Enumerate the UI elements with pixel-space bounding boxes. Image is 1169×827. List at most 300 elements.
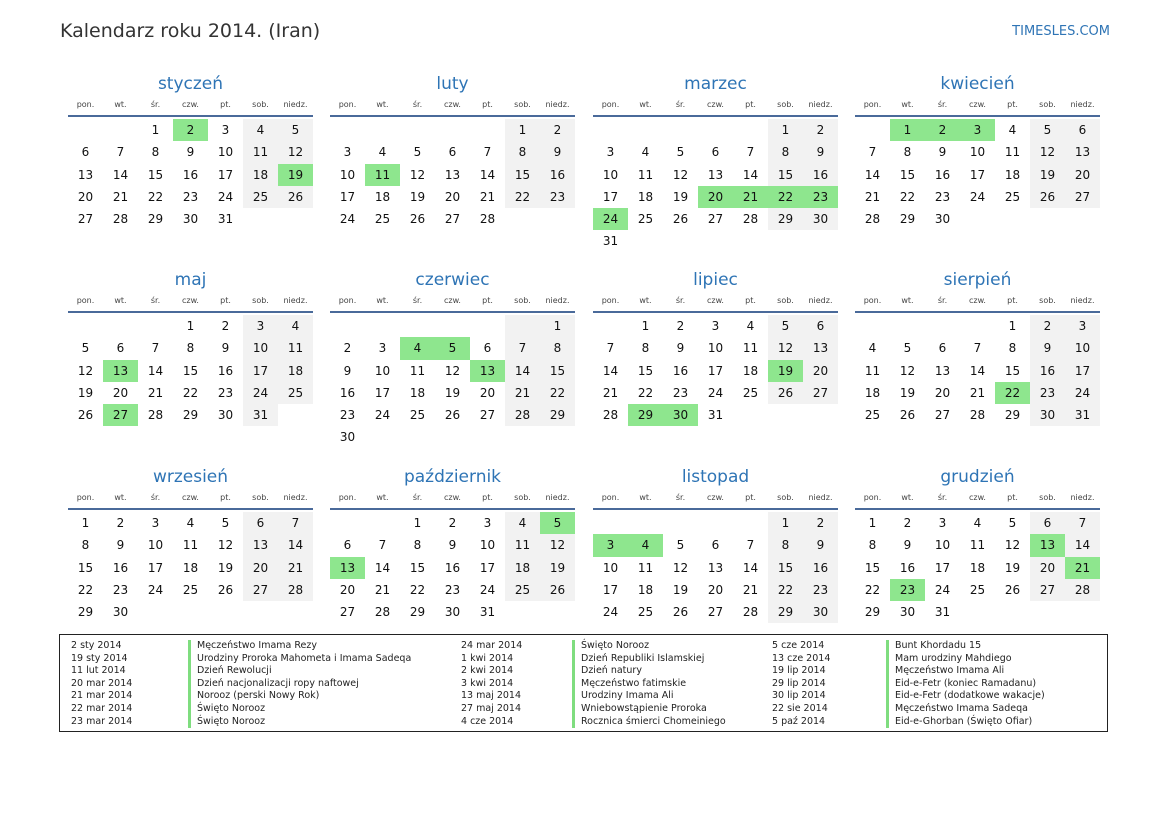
holiday-day-cell: 13: [470, 360, 505, 382]
empty-cell: [628, 512, 663, 534]
day-cell: 30: [1030, 404, 1065, 426]
weekday-name: wt.: [376, 493, 389, 502]
day-cell: 16: [934, 167, 951, 182]
month-block: [330, 73, 575, 230]
weekday-name: pon.: [601, 296, 620, 305]
holiday-day-cell: 4: [628, 534, 663, 556]
empty-cell: [663, 512, 698, 534]
day-cell: 12: [672, 167, 689, 182]
day-cell: 20: [77, 189, 94, 204]
day-cell: 8: [1008, 341, 1017, 356]
day-cell: 17: [217, 167, 234, 182]
day-cell: 4: [868, 341, 877, 356]
day-grid: [330, 315, 575, 449]
day-cell: 27: [444, 212, 461, 227]
day-cell: 1: [81, 516, 90, 530]
day-cell: 16: [217, 363, 234, 378]
day-cell: 17: [602, 189, 619, 204]
day-cell: 19: [899, 385, 916, 400]
day-cell: 16: [803, 164, 838, 186]
holiday-names-column: [188, 640, 411, 728]
holiday-date: 2 kwi 2014: [461, 665, 514, 677]
day-cell: 29: [768, 601, 803, 623]
day-cell: 9: [343, 363, 352, 378]
day-cell: 30: [934, 212, 951, 227]
header-divider: [593, 311, 838, 313]
day-cell: 8: [151, 145, 160, 160]
day-cell: 17: [147, 560, 164, 575]
day-cell: 20: [803, 360, 838, 382]
day-cell: 11: [505, 534, 540, 556]
weekday-name: czw.: [182, 100, 199, 109]
day-cell: 26: [278, 186, 313, 208]
day-grid: [68, 315, 313, 426]
day-cell: 27: [934, 408, 951, 423]
day-cell: 2: [803, 119, 838, 141]
empty-cell: [400, 119, 435, 141]
weekday-name: śr.: [675, 493, 686, 502]
holiday-date: 11 lut 2014: [71, 665, 126, 677]
holiday-day-cell: 13: [330, 557, 365, 579]
day-cell: 9: [448, 538, 457, 553]
month-block: [855, 269, 1100, 426]
holiday-day-cell: 11: [365, 164, 400, 186]
holiday-day-cell: 22: [768, 186, 803, 208]
day-cell: 31: [602, 234, 619, 249]
empty-cell: [593, 512, 628, 534]
day-cell: 17: [1065, 360, 1100, 382]
weekday-name: wt.: [639, 493, 652, 502]
day-cell: 5: [278, 119, 313, 141]
empty-cell: [330, 512, 365, 534]
weekday-name: śr.: [675, 296, 686, 305]
day-cell: 22: [77, 582, 94, 597]
day-cell: 1: [505, 119, 540, 141]
day-cell: 31: [1065, 404, 1100, 426]
day-cell: 8: [868, 538, 877, 553]
day-cell: 5: [413, 145, 422, 160]
day-cell: 1: [540, 315, 575, 337]
day-cell: 10: [602, 560, 619, 575]
day-cell: 5: [1030, 119, 1065, 141]
day-cell: 5: [81, 341, 90, 356]
weekday-name: sob.: [514, 100, 531, 109]
day-cell: 17: [602, 582, 619, 597]
day-cell: 14: [1065, 534, 1100, 556]
weekday-name: sob.: [252, 493, 269, 502]
day-cell: 30: [803, 601, 838, 623]
day-cell: 3: [711, 319, 720, 333]
day-cell: 27: [1030, 579, 1065, 601]
day-cell: 20: [1030, 557, 1065, 579]
day-cell: 7: [746, 538, 755, 553]
day-cell: 2: [676, 319, 685, 333]
header-divider: [855, 115, 1100, 117]
month-name: marzec: [684, 74, 747, 94]
weekday-name: pt.: [745, 100, 756, 109]
day-cell: 24: [147, 582, 164, 597]
day-cell: 28: [147, 408, 164, 423]
day-cell: 6: [81, 145, 90, 160]
holiday-date: 20 mar 2014: [71, 677, 133, 689]
day-cell: 14: [602, 363, 619, 378]
day-cell: 14: [742, 167, 759, 182]
day-cell: 11: [1004, 145, 1021, 160]
weekday-name: niedz.: [283, 493, 308, 502]
holiday-date: 30 lip 2014: [772, 690, 826, 702]
weekday-name: śr.: [412, 296, 423, 305]
weekday-name: niedz.: [1070, 296, 1095, 305]
weekday-name: niedz.: [283, 100, 308, 109]
day-cell: 5: [676, 538, 685, 553]
day-cell: 26: [672, 605, 689, 620]
day-cell: 29: [409, 605, 426, 620]
day-cell: 18: [278, 360, 313, 382]
month-name: kwiecień: [940, 74, 1015, 94]
day-cell: 3: [483, 516, 492, 530]
day-cell: 23: [339, 408, 356, 423]
day-cell: 4: [243, 119, 278, 141]
weekday-name: czw.: [969, 100, 986, 109]
day-cell: 25: [182, 582, 199, 597]
month-name: październik: [403, 467, 502, 487]
weekday-name: pt.: [1007, 100, 1018, 109]
day-cell: 20: [339, 582, 356, 597]
day-cell: 15: [182, 363, 199, 378]
holiday-day-cell: 22: [995, 382, 1030, 404]
day-cell: 30: [182, 212, 199, 227]
holiday-day-cell: 3: [593, 534, 628, 556]
weekday-name: czw.: [444, 100, 461, 109]
day-grid: [855, 315, 1100, 426]
day-cell: 16: [540, 164, 575, 186]
month-name: czerwiec: [415, 270, 490, 290]
day-grid: [593, 315, 838, 426]
weekday-name: wt.: [376, 100, 389, 109]
empty-cell: [628, 119, 663, 141]
day-cell: 12: [1004, 538, 1021, 553]
holiday-names-column: [572, 640, 726, 728]
weekday-name: śr.: [937, 100, 948, 109]
day-cell: 10: [602, 167, 619, 182]
header-divider: [855, 311, 1100, 313]
day-cell: 23: [217, 385, 234, 400]
holiday-name: Mam urodziny Mahdiego: [886, 653, 1045, 666]
holiday-name: Urodziny Imama Ali: [572, 690, 726, 703]
day-cell: 21: [147, 385, 164, 400]
empty-cell: [435, 119, 470, 141]
day-cell: 3: [221, 123, 230, 137]
day-cell: 19: [540, 557, 575, 579]
day-cell: 5: [903, 341, 912, 356]
day-cell: 28: [864, 212, 881, 227]
day-grid: [68, 119, 313, 230]
day-cell: 6: [1065, 119, 1100, 141]
holiday-day-cell: 27: [103, 404, 138, 426]
day-cell: 20: [707, 582, 724, 597]
day-grid: [855, 119, 1100, 230]
weekday-name: niedz.: [545, 493, 570, 502]
day-cell: 21: [864, 189, 881, 204]
holiday-day-cell: 5: [435, 337, 470, 359]
day-cell: 23: [934, 189, 951, 204]
day-cell: 25: [243, 186, 278, 208]
day-cell: 10: [969, 145, 986, 160]
day-cell: 25: [374, 212, 391, 227]
day-grid: [330, 512, 575, 623]
day-cell: 17: [969, 167, 986, 182]
day-cell: 11: [637, 560, 654, 575]
day-cell: 17: [479, 560, 496, 575]
holiday-name: Święto Norooz: [188, 716, 411, 729]
day-cell: 16: [112, 560, 129, 575]
day-cell: 14: [112, 167, 129, 182]
day-cell: 7: [1065, 512, 1100, 534]
weekday-name: śr.: [150, 100, 161, 109]
day-grid: [855, 512, 1100, 623]
empty-cell: [593, 119, 628, 141]
weekday-header: [68, 97, 313, 113]
day-cell: 11: [409, 363, 426, 378]
empty-cell: [698, 119, 733, 141]
day-cell: 3: [243, 315, 278, 337]
day-cell: 12: [77, 363, 94, 378]
weekday-name: czw.: [707, 296, 724, 305]
header-divider: [68, 115, 313, 117]
day-cell: 12: [768, 337, 803, 359]
holiday-dates-column: [772, 640, 830, 728]
day-cell: 27: [803, 382, 838, 404]
day-cell: 1: [413, 516, 422, 530]
day-cell: 22: [505, 186, 540, 208]
brand-link[interactable]: TIMESLES.COM: [1012, 24, 1110, 39]
weekday-name: wt.: [901, 296, 914, 305]
weekday-name: niedz.: [808, 100, 833, 109]
day-cell: 2: [221, 319, 230, 333]
day-cell: 7: [151, 341, 160, 356]
day-cell: 14: [505, 360, 540, 382]
day-cell: 11: [637, 167, 654, 182]
day-cell: 8: [903, 145, 912, 160]
day-cell: 12: [672, 560, 689, 575]
holiday-date: 3 kwi 2014: [461, 677, 514, 689]
day-cell: 16: [444, 560, 461, 575]
day-cell: 8: [641, 341, 650, 356]
empty-cell: [103, 315, 138, 337]
header-divider: [593, 508, 838, 510]
day-cell: 13: [934, 363, 951, 378]
day-cell: 28: [374, 605, 391, 620]
weekday-name: pon.: [863, 296, 882, 305]
day-cell: 11: [742, 341, 759, 356]
day-cell: 7: [606, 341, 615, 356]
day-cell: 14: [374, 560, 391, 575]
day-cell: 30: [899, 605, 916, 620]
month-block: [68, 269, 313, 426]
holiday-name: Męczeństwo Imama Ali: [886, 665, 1045, 678]
day-cell: 8: [81, 538, 90, 553]
day-cell: 6: [343, 538, 352, 553]
holiday-day-cell: 3: [960, 119, 995, 141]
day-cell: 10: [374, 363, 391, 378]
weekday-name: śr.: [937, 493, 948, 502]
day-cell: 28: [602, 408, 619, 423]
weekday-name: czw.: [444, 296, 461, 305]
weekday-name: wt.: [376, 296, 389, 305]
holiday-day-cell: 2: [173, 119, 208, 141]
day-cell: 9: [221, 341, 230, 356]
day-cell: 21: [112, 189, 129, 204]
day-cell: 6: [243, 512, 278, 534]
day-cell: 5: [221, 516, 230, 530]
holiday-date: 1 kwi 2014: [461, 652, 514, 664]
day-cell: 9: [903, 538, 912, 553]
weekday-name: wt.: [114, 100, 127, 109]
holiday-day-cell: 13: [1030, 534, 1065, 556]
day-cell: 8: [768, 141, 803, 163]
empty-cell: [925, 315, 960, 337]
holiday-names-column: [886, 640, 1045, 728]
day-cell: 21: [969, 385, 986, 400]
weekday-name: czw.: [707, 100, 724, 109]
weekday-name: pon.: [601, 100, 620, 109]
weekday-name: niedz.: [283, 296, 308, 305]
day-cell: 25: [742, 385, 759, 400]
day-cell: 23: [540, 186, 575, 208]
day-cell: 10: [1065, 337, 1100, 359]
weekday-name: czw.: [182, 296, 199, 305]
header-divider: [330, 508, 575, 510]
day-cell: 20: [479, 385, 496, 400]
header-divider: [68, 311, 313, 313]
day-cell: 9: [803, 141, 838, 163]
day-cell: 27: [479, 408, 496, 423]
day-cell: 29: [864, 605, 881, 620]
weekday-name: pt.: [482, 296, 493, 305]
day-cell: 18: [409, 385, 426, 400]
day-cell: 2: [448, 516, 457, 530]
header-divider: [593, 115, 838, 117]
day-cell: 4: [378, 145, 387, 160]
holiday-day-cell: 19: [278, 164, 313, 186]
empty-cell: [960, 315, 995, 337]
day-cell: 30: [339, 430, 356, 445]
holiday-day-cell: 24: [593, 208, 628, 230]
month-name: luty: [436, 74, 469, 94]
day-cell: 21: [479, 189, 496, 204]
day-cell: 21: [742, 582, 759, 597]
holiday-name: Święto Norooz: [572, 640, 726, 653]
day-cell: 25: [864, 408, 881, 423]
holiday-dates-column: [71, 640, 132, 728]
day-cell: 30: [217, 408, 234, 423]
day-cell: 20: [243, 557, 278, 579]
day-cell: 22: [899, 189, 916, 204]
day-cell: 23: [1030, 382, 1065, 404]
day-cell: 29: [77, 605, 94, 620]
day-cell: 27: [77, 212, 94, 227]
weekday-header: [855, 97, 1100, 113]
day-cell: 21: [278, 557, 313, 579]
day-cell: 18: [243, 164, 278, 186]
weekday-name: wt.: [901, 100, 914, 109]
day-cell: 8: [505, 141, 540, 163]
month-name: listopad: [681, 467, 750, 487]
day-cell: 6: [938, 341, 947, 356]
day-cell: 28: [278, 579, 313, 601]
day-cell: 26: [1004, 582, 1021, 597]
month-block: [593, 269, 838, 426]
empty-cell: [663, 119, 698, 141]
day-cell: 18: [864, 385, 881, 400]
weekday-name: sob.: [514, 493, 531, 502]
day-cell: 7: [973, 341, 982, 356]
day-cell: 9: [116, 538, 125, 553]
day-cell: 8: [186, 341, 195, 356]
day-cell: 10: [147, 538, 164, 553]
empty-cell: [365, 119, 400, 141]
weekday-name: śr.: [412, 493, 423, 502]
holiday-date: 5 cze 2014: [772, 640, 825, 651]
day-cell: 27: [1065, 186, 1100, 208]
weekday-name: wt.: [639, 296, 652, 305]
day-cell: 23: [672, 385, 689, 400]
day-cell: 12: [409, 167, 426, 182]
day-cell: 13: [707, 167, 724, 182]
day-cell: 22: [768, 579, 803, 601]
empty-cell: [68, 119, 103, 141]
day-cell: 11: [182, 538, 199, 553]
weekday-name: sob.: [777, 296, 794, 305]
day-cell: 13: [707, 560, 724, 575]
day-cell: 4: [278, 315, 313, 337]
weekday-name: czw.: [969, 296, 986, 305]
weekday-name: pon.: [601, 493, 620, 502]
month-name: maj: [174, 270, 207, 290]
holiday-day-cell: 21: [1065, 557, 1100, 579]
holiday-date: 23 mar 2014: [71, 715, 133, 727]
weekday-name: niedz.: [545, 296, 570, 305]
weekday-name: pon.: [338, 100, 357, 109]
day-cell: 24: [479, 582, 496, 597]
day-cell: 31: [707, 408, 724, 423]
holiday-name: Bunt Khordadu 15: [886, 640, 1045, 653]
day-cell: 17: [374, 385, 391, 400]
weekday-header: [593, 293, 838, 309]
day-cell: 7: [483, 145, 492, 160]
weekday-name: niedz.: [545, 100, 570, 109]
day-cell: 13: [243, 534, 278, 556]
day-cell: 10: [479, 538, 496, 553]
month-block: [330, 269, 575, 449]
month-name: wrzesień: [152, 467, 229, 487]
weekday-name: sob.: [1039, 296, 1056, 305]
day-cell: 12: [540, 534, 575, 556]
day-cell: 29: [1004, 408, 1021, 423]
day-grid: [68, 512, 313, 623]
day-cell: 8: [768, 534, 803, 556]
weekday-header: [855, 293, 1100, 309]
holiday-date: 27 maj 2014: [461, 702, 522, 714]
day-cell: 1: [768, 512, 803, 534]
day-cell: 1: [641, 319, 650, 333]
month-block: [855, 466, 1100, 623]
holiday-day-cell: 19: [768, 360, 803, 382]
day-cell: 24: [934, 582, 951, 597]
day-cell: 9: [540, 141, 575, 163]
weekday-name: pon.: [76, 296, 95, 305]
day-cell: 25: [637, 605, 654, 620]
